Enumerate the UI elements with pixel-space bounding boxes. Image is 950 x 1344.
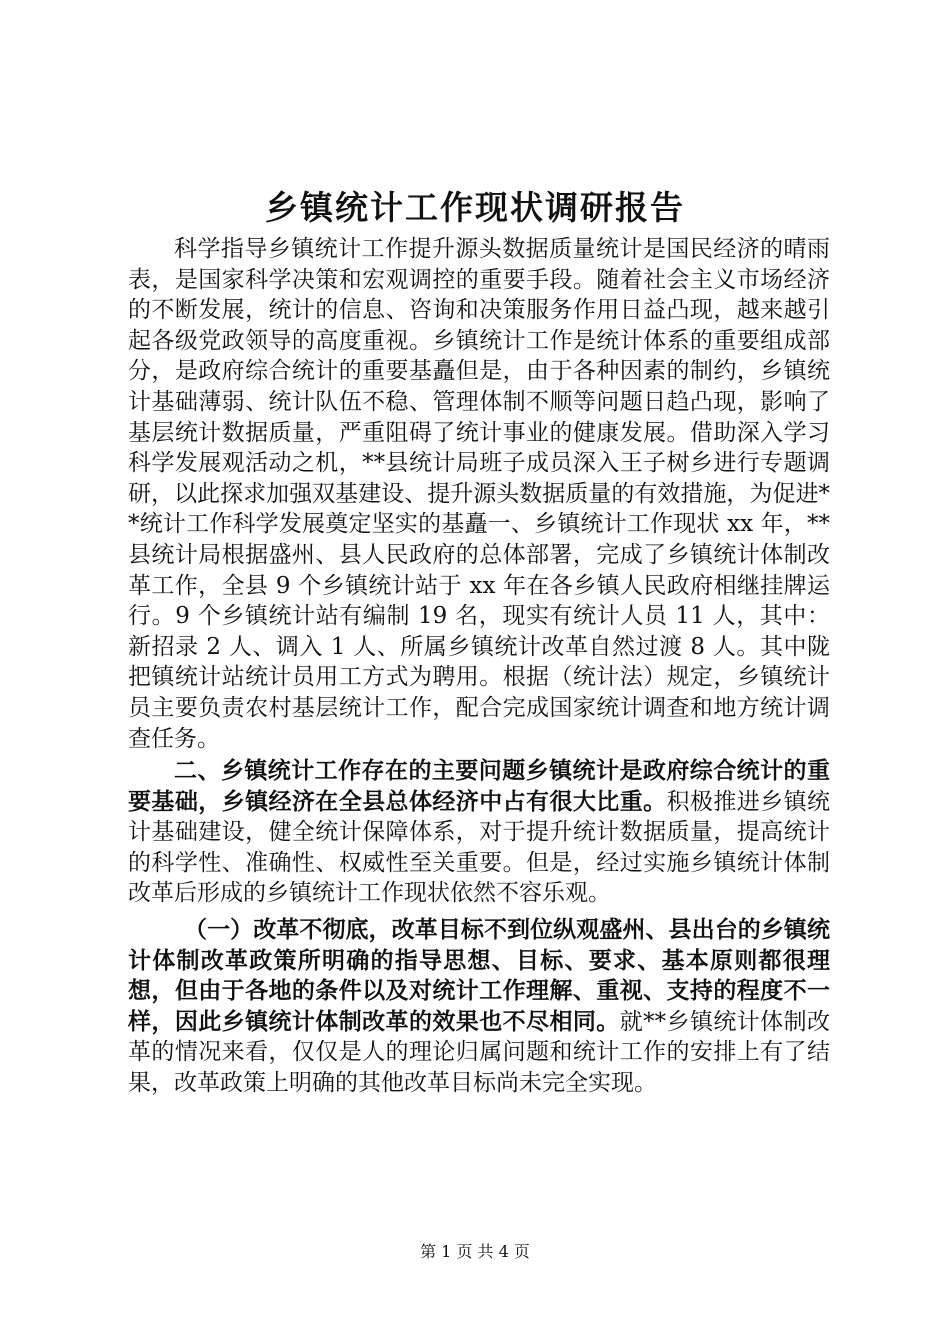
page-number-footer: 第 1 页 共 4 页 [420, 1242, 530, 1261]
paragraph-section-2 [128, 756, 830, 909]
paragraph-section-2-heading: 二、乡镇统计工作存在的主要问题乡镇统计是政府综合统计的重要基础，乡镇经济在全县总体经济中占有很大比重。 [128, 757, 830, 815]
paragraph-section-2-1 [128, 915, 830, 1099]
paragraph-section-2-1-text: 就**乡镇统计体制改革的情况来看，仅仅是人的理论归属问题和统计工作的安排上有了结果，改革政策上明确的其他改革目标尚未完全实现。 [128, 1008, 831, 1097]
paragraph-intro: 科学指导乡镇统计工作提升源头数据质量统计是国民经济的晴雨表，是国家科学决策和宏观调控的重要手段。随着社会主义市场经济的不断发展，统计的信息、咨询和决策服务作用日益凸现，越来越引起各级党政领导的高度重视。乡镇统计工作是统计体系的重要组成部分，是政府综合统计的重要基矗但是，由于各种因素的制约，乡镇统计基础薄弱、统计队伍不稳、管理体制不顺等问题日趋凸现，影响了基层统计数据质量，严重阻碍了统计事业的健康发展。借助深入学习科学发展观活动之机，**县统计局班子成员深入王子树乡进行专题调研，以此探求加强双基建设、提升源头数据质量的有效措施，为促进**统计工作科学发展奠定坚实的基矗一、乡镇统计工作现状 xx 年，**县统计局根据盛州、县人民政府的总体部署，完成了乡镇统计体制改革工作，全县 9 个乡镇统计站于 xx 年在各乡镇人民政府相继挂牌运行。9 个乡镇统计站有编制 19 名，现实有统计人员 11 人，其中：新招录 2 人、调入 1 人、所属乡镇统计改革自然过渡 8 人。其中陇把镇统计站统计员用工方式为聘用。根据（统计法）规定，乡镇统计员主要负责农村基层统计工作，配合完成国家统计调查和地方统计调查任务。 [128, 236, 830, 752]
paragraph-section-2-1-heading: （一）改革不彻底，改革目标不到位纵观盛州、县出台的乡镇统计体制改革政策所明确的指导思想、目标、要求、基本原则都很理想，但由于各地的条件以及对统计工作理解、重视、支持的程度不一样，因此乡镇统计体制改革的效果也不尽相同。 [128, 916, 830, 1035]
document-body [128, 234, 830, 1099]
paragraph-section-2-text: 积极推进乡镇统计基础建设，健全统计保障体系，对于提升统计数据质量，提高统计的科学性、准确性、权威性至关重要。但是，经过实施乡镇统计体制改革后形成的乡镇统计工作现状依然不容乐观。 [128, 788, 831, 907]
document-title: 乡镇统计工作现状调研报告 [265, 188, 685, 227]
